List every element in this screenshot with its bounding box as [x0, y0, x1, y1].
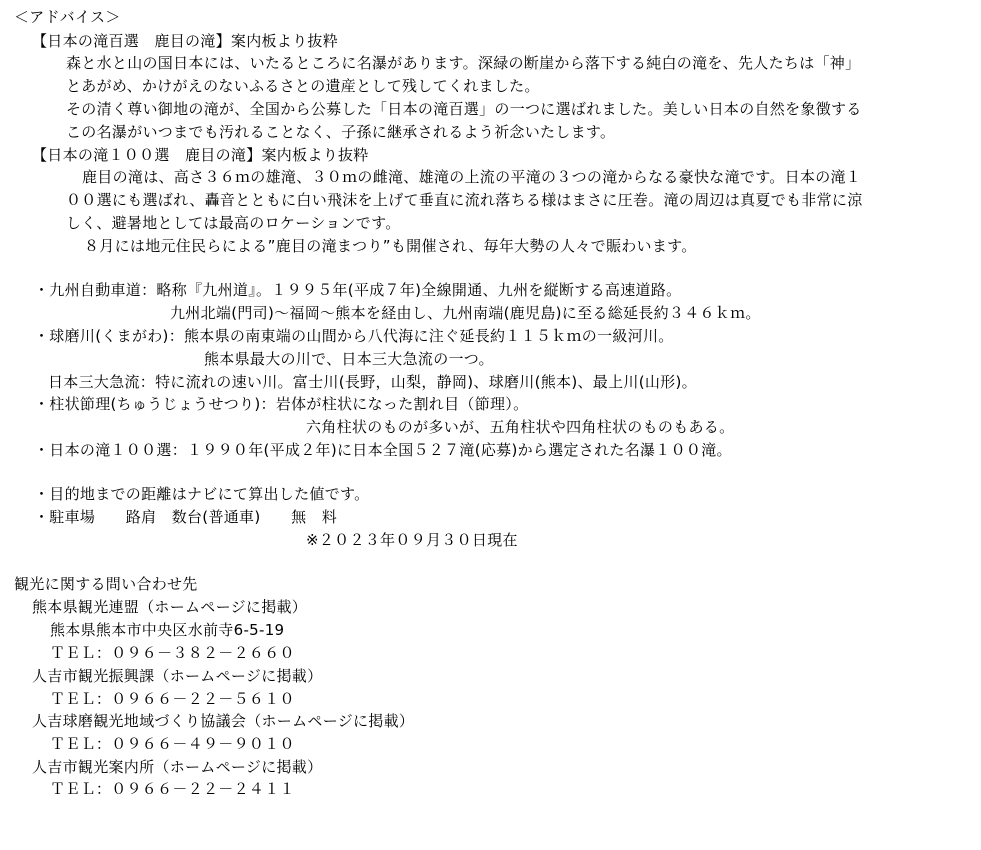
note-falls100: ・日本の滝１００選：１９９０年(平成２年)に日本全国５２７滝(応募)から選定された名瀑１００滝。: [34, 441, 732, 459]
contact3-tel: ＴＥＬ：０９６６－４９－９０１０: [50, 735, 295, 753]
contact1-address: 熊本県熊本市中央区水前寺6-5-19: [50, 621, 285, 639]
contact1-tel: ＴＥＬ：０９６－３８２－２６６０: [50, 644, 295, 662]
note-columnar-joint-line2: 六角柱状のものが多いが、五角柱状や四角柱状のものもある。: [306, 418, 735, 436]
note-kyushu-line1: ・九州自動車道：略称『九州道』。１９９５年(平成７年)全線開通、九州を縦断する高速道路。: [34, 281, 682, 299]
contact4-tel: ＴＥＬ：０９６６－２２－２４１１: [50, 780, 295, 798]
sign1-paragraph1-line2: とあがめ、かけがえのないふるさとの遺産として残してくれました。: [66, 77, 540, 95]
sign1-paragraph2-line2: この名瀑がいつまでも汚れることなく、子孫に継承されるよう祈念いたします。: [66, 123, 616, 141]
sign2-paragraph2: ８月には地元住民らによる”鹿目の滝まつり”も開催され、毎年大勢の人々で賑わいます。: [84, 237, 697, 255]
sign1-title: 【日本の滝百選 鹿目の滝】案内板より抜粋: [32, 32, 339, 50]
note-kyushu-line2: 九州北端(門司)～福岡～熊本を経由し、九州南端(鹿児島)に至る総延長約３４６ｋｍ。: [170, 304, 761, 322]
note-distance: ・目的地までの距離はナビにて算出した値です。: [34, 485, 370, 503]
note-columnar-joint-line1: ・柱状節理(ちゅうじょうせつり)：岩体が柱状になった割れ目（節理）。: [34, 395, 529, 413]
note-kuma-line2: 熊本県最大の川で、日本三大急流の一つ。: [204, 350, 494, 368]
note-as-of-date: ※２０２３年０９月３０日現在: [306, 531, 518, 549]
contact3-name: 人吉球磨観光地域づくり協議会（ホームページに掲載）: [32, 712, 415, 730]
sign1-paragraph2-line1: その清く尊い御地の滝が、全国から公募した「日本の滝百選」の一つに選ばれました。美しい日本の自然を象徴する: [66, 100, 862, 118]
sign2-paragraph1-line1: 鹿目の滝は、高さ３６ｍの雄滝、３０ｍの雌滝、雄滝の上流の平滝の３つの滝からなる豪快な滝です。日本の滝１: [82, 168, 862, 186]
sign2-paragraph1-line2: ００選にも選ばれ、轟音とともに白い飛沫を上げて垂直に流れ落ちる様はまさに圧巻。滝の周辺は真夏でも非常に涼: [66, 191, 863, 209]
advice-heading: ＜アドバイス＞: [14, 8, 121, 26]
note-rapids: 日本三大急流：特に流れの速い川。富士川(長野，山梨，静岡)、球磨川(熊本)、最上川(山形)。: [48, 373, 697, 391]
sign1-paragraph1-line1: 森と水と山の国日本には、いたるところに名瀑があります。深緑の断崖から落下する純白の滝を、先人たちは「神」: [66, 54, 861, 72]
contact2-name: 人吉市観光振興課（ホームページに掲載）: [32, 667, 323, 685]
sign2-paragraph1-line3: しく、避暑地としては最高のロケーションです。: [66, 214, 401, 232]
note-parking: ・駐車場 路肩 数台(普通車) 無 料: [34, 508, 338, 526]
sign2-title: 【日本の滝１００選 鹿目の滝】案内板より抜粋: [32, 146, 369, 164]
contact1-name: 熊本県観光連盟（ホームページに掲載）: [32, 598, 308, 616]
contacts-heading: 観光に関する問い合わせ先: [14, 575, 198, 593]
note-kuma-line1: ・球磨川(くまがわ)：熊本県の南東端の山間から八代海に注ぐ延長約１１５ｋｍの一級河川。: [34, 327, 674, 345]
contact4-name: 人吉市観光案内所（ホームページに掲載）: [32, 758, 323, 776]
contact2-tel: ＴＥＬ：０９６６－２２－５６１０: [50, 690, 295, 708]
